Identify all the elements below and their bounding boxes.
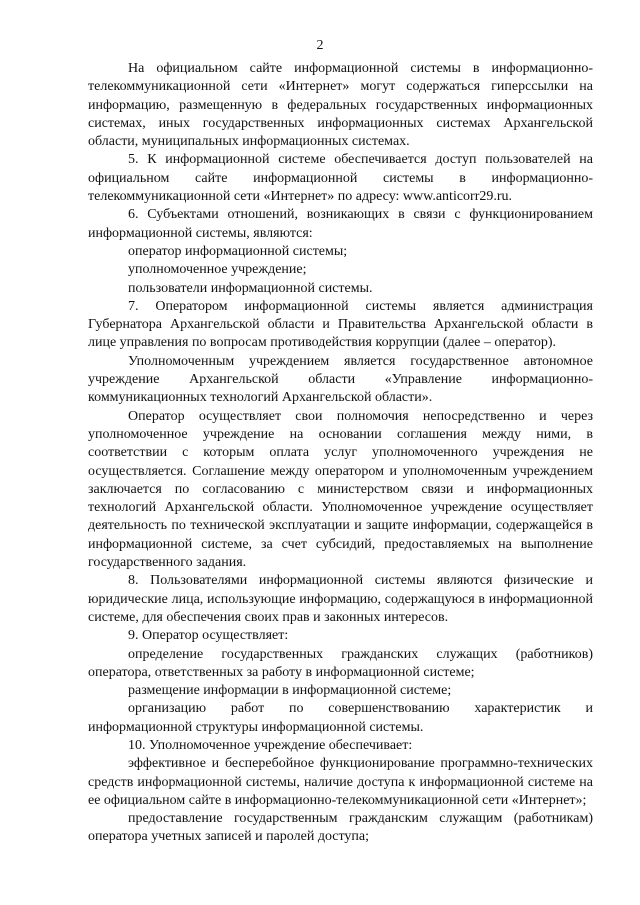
list-item-duty-staff: определение государственных гражданских служащих (работников) оператора, ответственных за работу в информационной системе; bbox=[88, 646, 593, 680]
paragraph-users-definition: 8. Пользователями информационной системы являются физические и юридические лица, использующие информацию, содержащуюся в информационной системе, для обеспечения своих прав и законных интересов. bbox=[88, 573, 593, 625]
paragraph-operator-powers: Оператор осуществляет свои полномочия непосредственно и через уполномоченное учреждение на основании соглашения между ними, в соответствии с которым оплата услуг уполномоченного учреждения не осуществляется. Соглашение между оператором и уполномоченным учреждением заключается по согласованию с министерством связи и информационных технологий Архангельской области. Уполномоченное учреждение осуществляет деятельность по технической эксплуатации и защите информации, содержащейся в информационной системе, за счет субсидий, предоставляемых на выполнение государственного задания. bbox=[88, 408, 593, 571]
list-item-users: пользователи информационной системы. bbox=[128, 280, 373, 296]
list-item-duty-improvement: организацию работ по совершенствованию характеристик и информационной структуры информационной системы. bbox=[88, 701, 593, 735]
page-number: 2 bbox=[316, 38, 324, 53]
paragraph-subjects: 6. Субъектами отношений, возникающих в связи с функционированием информационной системы, являются: bbox=[88, 207, 593, 241]
document-body bbox=[88, 60, 593, 847]
paragraph-operator-duties-heading: 9. Оператор осуществляет: bbox=[128, 628, 289, 644]
list-item-authorized-institution: уполномоченное учреждение; bbox=[128, 262, 307, 278]
list-item-duty-functioning: эффективное и бесперебойное функционирование программно-технических средств информационной системы, наличие доступа к информационной системе на ее официальном сайте в информационно-телекоммуникационной сети «Интернет»; bbox=[88, 756, 593, 808]
paragraph-authorized-institution: Уполномоченным учреждением является государственное автономное учреждение Архангельской области «Управление информационно-коммуникационных технологий Архангельской области». bbox=[88, 353, 593, 406]
paragraph-hyperlinks: На официальном сайте информационной системы в информационно-телекоммуникационной сети «Интернет» могут содержаться гиперссылки на информацию, размещенную в федеральных государственных информационных системах, иных государственных информационных системах Архангельской области, муниципальных информационных системах. bbox=[88, 61, 593, 150]
list-item-duty-placement: размещение информации в информационной системе; bbox=[128, 683, 452, 699]
list-item-operator: оператор информационной системы; bbox=[128, 243, 348, 259]
paragraph-operator-definition: 7. Оператором информационной системы является администрация Губернатора Архангельской области и Правительства Архангельской области в лице управления по вопросам противодействия коррупции (далее – оператор). bbox=[88, 298, 593, 351]
paragraph-access-address: 5. К информационной системе обеспечивается доступ пользователей на официальном сайте информационной системы в информационно-телекоммуникационной сети «Интернет» по адресу: www.anticorr29.ru. bbox=[88, 152, 593, 205]
list-item-duty-accounts: предоставление государственным гражданским служащим (работникам) оператора учетных записей и паролей доступа; bbox=[88, 811, 593, 845]
paragraph-institution-duties-heading: 10. Уполномоченное учреждение обеспечивает: bbox=[128, 737, 413, 753]
